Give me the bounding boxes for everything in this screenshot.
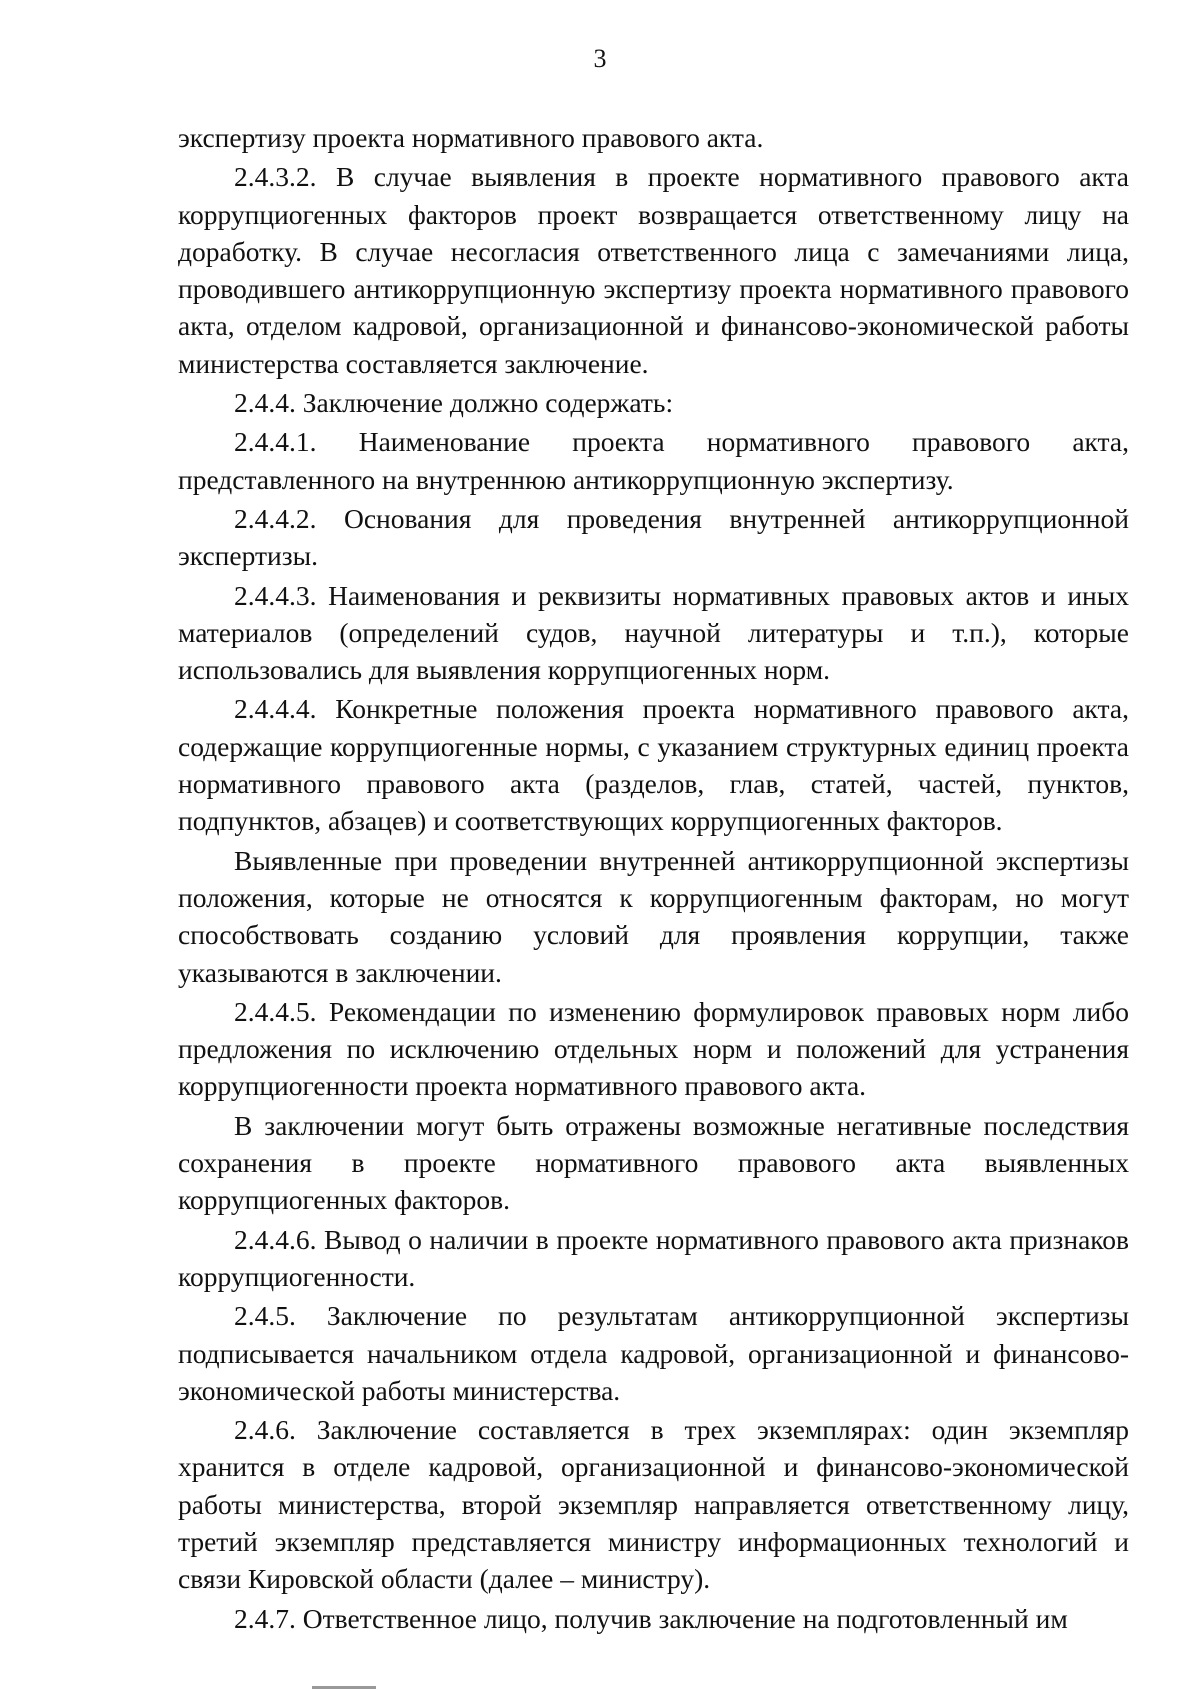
paragraph-2-4-4-5: 2.4.4.5. Рекомендации по изменению формулировок правовых норм либо предложения по исключению отдельных норм и положений для устранения коррупциогенности проекта нормативного правового акта. [178,995,1129,1102]
scan-edge-mark [312,1686,376,1689]
paragraph-2-4-4-4: 2.4.4.4. Конкретные положения проекта нормативного правового акта, содержащие коррупциогенные нормы, с указанием структурных единиц проекта нормативного правового акта (разделов, глав, статей, частей, пунктов, подпунктов, абзацев) и соответствующих коррупциогенных факторов. [178,693,1129,837]
paragraph-2-4-4-6: 2.4.4.6. Вывод о наличии в проекте нормативного правового акта признаков коррупциогенности. [178,1223,1129,1292]
paragraph-2-4-4: 2.4.4. Заключение должно содержать: [234,387,674,419]
paragraph-identified-provisions: Выявленные при проведении внутренней антикоррупционной экспертизы положения, которые не относятся к коррупциогенным факторам, но могут способствовать созданию условий для проявления коррупции, также указываются в заключении. [178,844,1129,988]
paragraph-continuation: экспертизу проекта нормативного правового акта. [178,122,764,153]
paragraph-2-4-3-2: 2.4.3.2. В случае выявления в проекте нормативного правового акта коррупциогенных факторов проект возвращается ответственному лицу на доработку. В случае несогласия ответственного лица с замечаниями лица, проводившего антикоррупционную экспертизу проекта нормативного правового акта, отделом кадровой, организационной и финансово-экономической работы министерства составляется заключение. [178,161,1129,379]
paragraph-2-4-4-2: 2.4.4.2. Основания для проведения внутренней антикоррупционной экспертизы. [178,502,1129,572]
paragraph-2-4-4-1: 2.4.4.1. Наименование проекта нормативного правового акта, представленного на внутреннюю антикоррупционную экспертизу. [178,426,1129,495]
paragraph-negative-consequences: В заключении могут быть отражены возможные негативные последствия сохранения в проекте нормативного правового акта выявленных коррупциогенных факторов. [178,1109,1129,1216]
paragraph-2-4-7: 2.4.7. Ответственное лицо, получив заключение на подготовленный им [234,1602,1068,1634]
paragraph-2-4-5: 2.4.5. Заключение по результатам антикоррупционной экспертизы подписывается начальником отдела кадровой, организационной и финансово-экономической работы министерства. [178,1300,1129,1406]
document-body [178,119,1129,1639]
paragraph-2-4-6: 2.4.6. Заключение составляется в трех экземплярах: один экземпляр хранится в отделе кадровой, организационной и финансово-экономической работы министерства, второй экземпляр направляется ответственному лицу, третий экземпляр представляется министру информационных технологий и связи Кировской области (далее – министру). [178,1414,1129,1595]
page-number: 3 [593,44,607,73]
paragraph-2-4-4-3: 2.4.4.3. Наименования и реквизиты нормативных правовых актов и иных материалов (определений судов, научной литературы и т.п.), которые использовались для выявления коррупциогенных норм. [178,579,1129,686]
